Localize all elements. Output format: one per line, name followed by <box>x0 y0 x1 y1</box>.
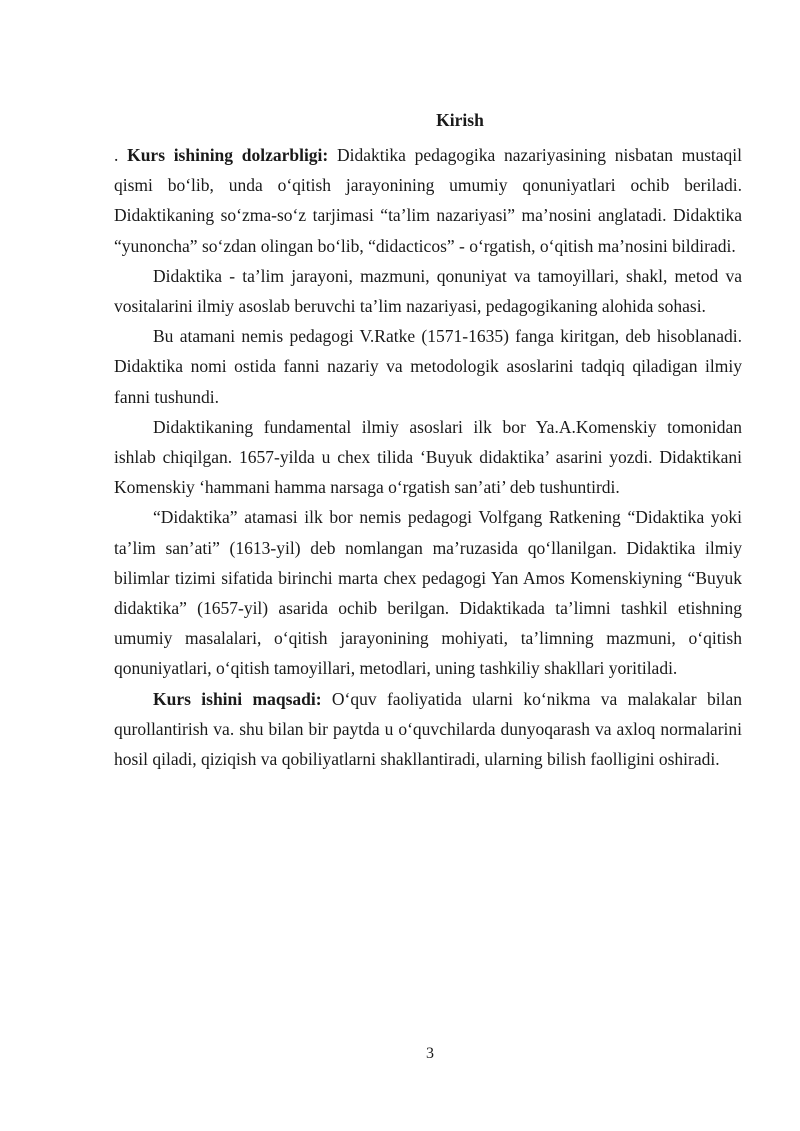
relevance-heading: Kurs ishining dolzarbligi: <box>127 145 329 165</box>
document-body <box>114 140 742 774</box>
goal-text: O‘quv faoliyatida ularni ko‘nikma va malakalar bilan qurollantirish va. shu bilan bir paytda u o‘quvchilarda dunyoqarash va axloq normalarini hosil qiladi, qiziqish va qobiliyatlarni shakllantiradi, ularning bilish faolligini oshiradi. <box>114 688 742 770</box>
goal-heading: Kurs ishini maqsadi: <box>153 688 322 709</box>
paragraph-komenskiy: Didaktikaning fundamental ilmiy asoslari ilk bor Ya.A.Komenskiy tomonidan ishlab chiqilgan. 1657-yilda u chex tilida ‘Buyuk didaktika’ asarini yozdi. Didaktikani Komenskiy ‘hammani hamma narsaga o‘rgatish san’ati’ deb tushuntirdi. <box>114 416 742 498</box>
paragraph-ratke: Bu atamani nemis pedagogi V.Ratke (1571-1635) fanga kiritgan, deb hisoblanadi. Didaktika nomi ostida fanni nazariy va metodologik asoslarini tadqiq qiladigan ilmiy fanni tushundi. <box>114 326 742 407</box>
page-title: Kirish <box>436 110 484 130</box>
paragraph-lead: . <box>114 145 128 165</box>
paragraph-definition: Didaktika - ta’lim jarayoni, mazmuni, qonuniyat va tamoyillari, shakl, metod va vositalarini ilmiy asoslab beruvchi ta’lim nazariyasi, pedagogikaning alohida sohasi. <box>114 265 742 317</box>
paragraph-goal <box>114 684 742 775</box>
page-number: 3 <box>426 1045 434 1062</box>
relevance-text: Didaktika pedagogika nazariyasining nisbatan mustaqil qismi bo‘lib, unda o‘qitish jarayonining umumiy qonuniyatlari ochib beriladi. Didaktikaning so‘zma-so‘z tarjimasi “ta’lim nazariyasi” ma’nosini anglatadi. Didaktika “yunoncha” so‘zdan olingan bo‘lib, “didacticos” - o‘rgatish, o‘qitish ma’nosini bildiradi. <box>114 145 743 256</box>
paragraph-relevance <box>114 140 742 261</box>
paragraph-term-origin: “Didaktika” atamasi ilk bor nemis pedagogi Volfgang Ratkening “Didaktika yoki ta’lim san’ati” (1613-yil) deb nomlangan ma’ruzasida qo‘llanilgan. Didaktika ilmiy bilimlar tizimi sifatida birinchi marta chex pedagogi Yan Amos Komenskiyning “Buyuk didaktika” (1657-yil) asarida ochib berilgan. Didaktikada ta’limni tashkil etishning umumiy masalalari, o‘qitish jarayonining mohiyati, ta’limning mazmuni, o‘qitish qonuniyatlari, o‘qitish tamoyillari, metodlari, uning tashkiliy shakllari yoritiladi. <box>114 507 742 679</box>
